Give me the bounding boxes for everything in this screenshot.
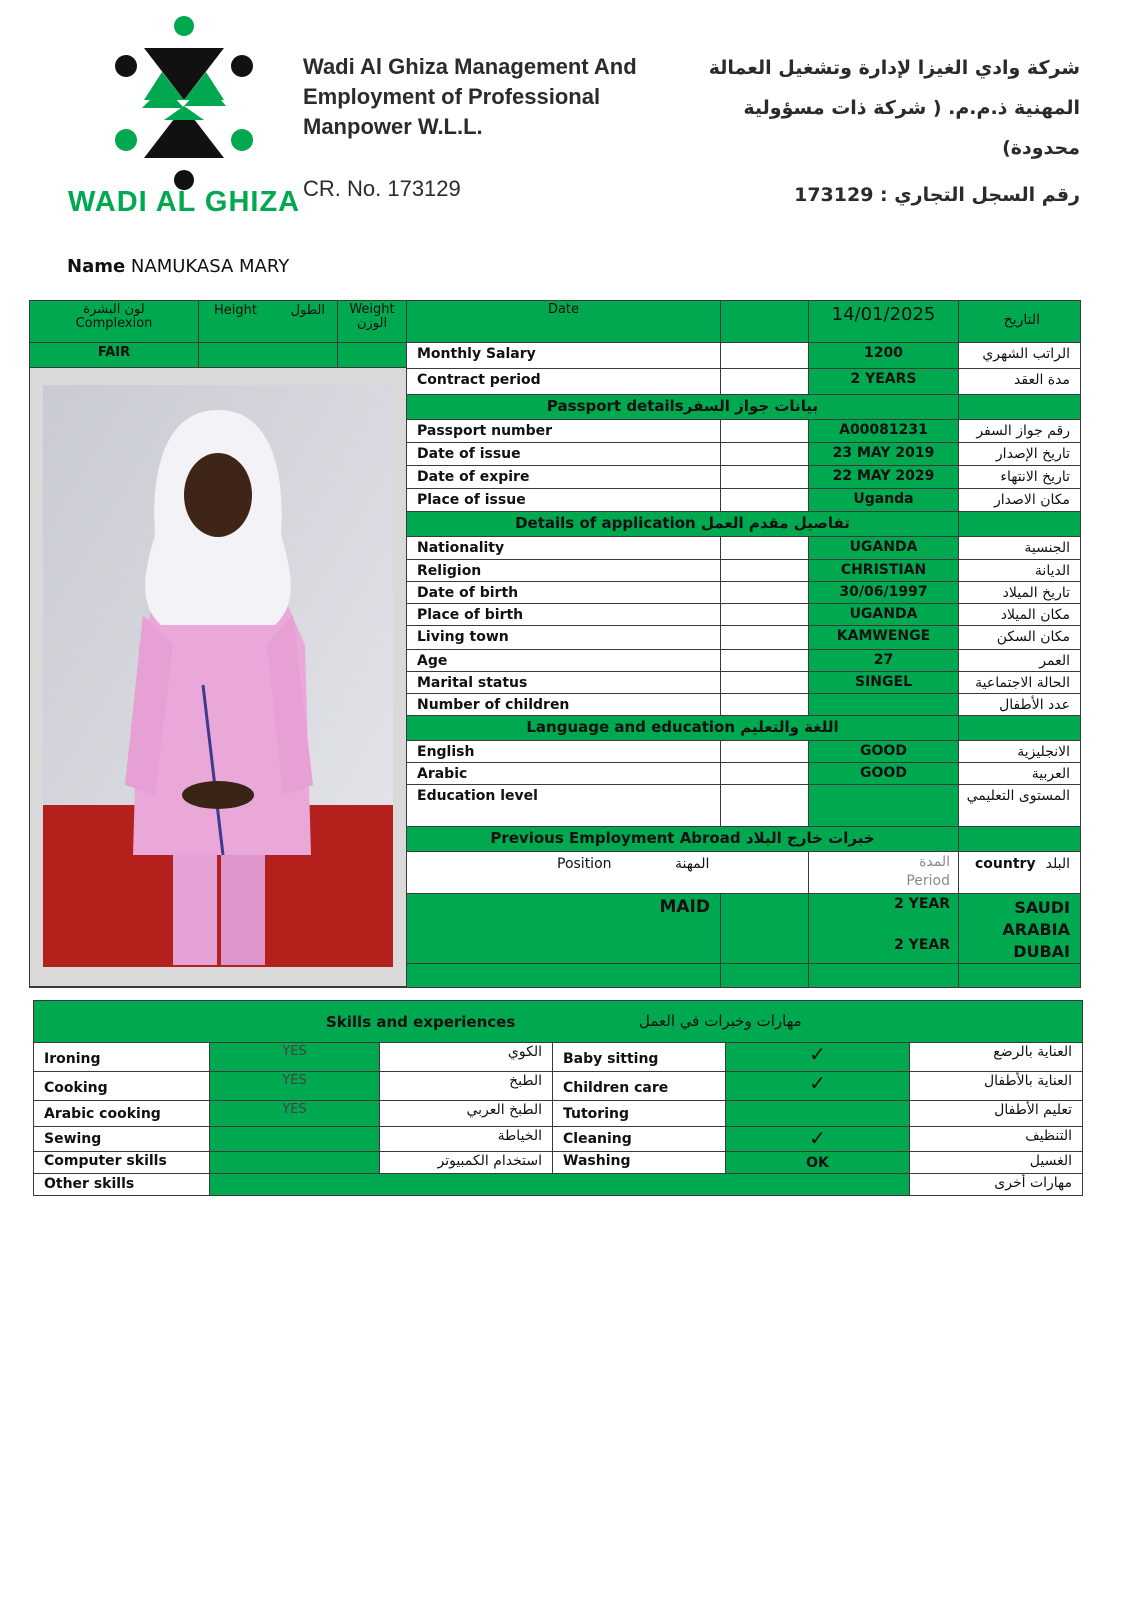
skill-row-2-label-ar-2: تعليم الأطفال <box>910 1101 1082 1127</box>
application-row-7-value <box>809 694 959 716</box>
language-header-blank <box>959 716 1080 741</box>
language-row-2-blank <box>721 785 809 827</box>
application-row-6-label: Marital status <box>407 672 721 694</box>
other-skills-value <box>210 1174 910 1195</box>
passport-row-1-label-ar: تاريخ الإصدار <box>959 443 1080 466</box>
employment-empty-0 <box>407 964 721 987</box>
passport-row-3-value: Uganda <box>809 489 959 512</box>
height-value <box>199 343 338 368</box>
application-row-6-label-ar: الحالة الاجتماعية <box>959 672 1080 694</box>
employment-empty-1 <box>721 964 809 987</box>
skill-row-2-label-ar: الطبخ العربي <box>380 1101 553 1127</box>
skills-header-en: Skills and experiences <box>326 1013 516 1031</box>
application-row-3-label: Place of birth <box>407 604 721 626</box>
contract-row-1-value: 2 YEARS <box>809 369 959 395</box>
language-row-0-blank <box>721 741 809 763</box>
application-row-5-label-ar: العمر <box>959 650 1080 672</box>
logo-text: WADI AL GHIZA <box>68 186 301 218</box>
other-skills-label: Other skills <box>34 1174 210 1195</box>
photo-panel <box>30 368 407 987</box>
contract-row-0-label-ar: الراتب الشهري <box>959 343 1080 369</box>
application-row-7-label-ar: عدد الأطفال <box>959 694 1080 716</box>
company-name-ar <box>700 48 1080 168</box>
application-row-4-value: KAMWENGE <box>809 626 959 650</box>
passport-row-1-blank <box>721 443 809 466</box>
application-row-3-value: UGANDA <box>809 604 959 626</box>
country-ar: البلد <box>1045 856 1070 872</box>
skill-row-4-label-ar-2: الغسيل <box>910 1152 1082 1174</box>
employment-empty-3 <box>959 964 1080 987</box>
application-row-5-value: 27 <box>809 650 959 672</box>
employment-position: MAID <box>407 894 721 964</box>
language-row-1-label-ar: العربية <box>959 763 1080 785</box>
skill-row-4-label-2: Washing <box>553 1152 726 1174</box>
application-row-1-value: CHRISTIAN <box>809 560 959 582</box>
language-row-1-blank <box>721 763 809 785</box>
period-en: Period <box>906 873 950 890</box>
application-row-3-label-ar: مكان الميلاد <box>959 604 1080 626</box>
complexion-header <box>30 301 199 343</box>
application-row-4-label-ar: مكان السكن <box>959 626 1080 650</box>
company-name-line-2: Employment of Professional <box>303 84 601 109</box>
other-skills-label-ar: مهارات أخرى <box>994 1175 1072 1191</box>
period-1: 2 YEAR <box>894 896 950 912</box>
passport-header-blank <box>959 395 1080 420</box>
employment-countries <box>959 894 1080 964</box>
application-row-1-label: Religion <box>407 560 721 582</box>
skills-header <box>34 1001 1082 1043</box>
period-2: 2 YEAR <box>894 937 950 954</box>
skill-row-4-value <box>210 1152 380 1174</box>
weight-en: Weight <box>349 302 395 317</box>
period-ar: المدة <box>919 854 950 870</box>
date-label-ar <box>959 301 1080 343</box>
employment-empty-2 <box>809 964 959 987</box>
employment-country-heading <box>959 852 1080 894</box>
skill-row-0-label: Ironing <box>34 1043 210 1072</box>
country-en: country <box>975 856 1036 872</box>
skill-row-1-label: Cooking <box>34 1072 210 1101</box>
date-label-ar-text: التاريخ <box>1003 312 1040 328</box>
contract-row-0-label: Monthly Salary <box>407 343 721 369</box>
passport-row-3-blank <box>721 489 809 512</box>
skill-row-0-label-ar: الكوي <box>380 1043 553 1072</box>
weight-value <box>338 343 407 368</box>
complexion-value-text: FAIR <box>97 345 131 360</box>
skill-row-4-label-ar: استخدام الكمبيوتر <box>380 1152 553 1174</box>
skill-row-1-label-2: Children care <box>553 1072 726 1101</box>
skill-row-0-label-ar-2: العناية بالرضع <box>910 1043 1082 1072</box>
skill-row-3-value-2: ✓ <box>726 1127 910 1152</box>
skill-row-2-value-2 <box>726 1101 910 1127</box>
application-row-4-blank <box>721 626 809 650</box>
application-row-3-blank <box>721 604 809 626</box>
passport-row-2-label: Date of expire <box>407 466 721 489</box>
applicant-name <box>67 256 289 277</box>
position-ar: المهنة <box>675 856 710 872</box>
language-row-0-value: GOOD <box>809 741 959 763</box>
passport-row-0-label-ar: رقم جواز السفر <box>959 420 1080 443</box>
application-row-7-label: Number of children <box>407 694 721 716</box>
application-row-0-value: UGANDA <box>809 537 959 560</box>
application-row-2-label-ar: تاريخ الميلاد <box>959 582 1080 604</box>
skill-row-2-label-2: Tutoring <box>553 1101 726 1127</box>
company-name-line-3: Manpower W.L.L. <box>303 114 483 139</box>
employment-period-heading <box>809 852 959 894</box>
language-row-1-label: Arabic <box>407 763 721 785</box>
passport-row-0-value: A00081231 <box>809 420 959 443</box>
height-header <box>199 301 338 343</box>
contract-row-1-label: Contract period <box>407 369 721 395</box>
skill-row-2-label: Arabic cooking <box>34 1101 210 1127</box>
application-row-6-value: SINGEL <box>809 672 959 694</box>
company-name-ar-line-2: المهنية ذ.م.م. ( شركة ذات مسؤولية <box>743 97 1080 119</box>
passport-row-3-label-ar: مكان الاصدار <box>959 489 1080 512</box>
application-header: Details of application تفاصيل مقدم العمل <box>407 512 959 537</box>
skill-row-4-label: Computer skills <box>34 1152 210 1174</box>
complexion-value <box>30 343 199 368</box>
application-row-0-blank <box>721 537 809 560</box>
name-value: NAMUKASA MARY <box>130 256 290 277</box>
application-row-5-blank <box>721 650 809 672</box>
application-row-0-label-ar: الجنسية <box>959 537 1080 560</box>
height-en: Height <box>214 303 257 318</box>
application-row-1-blank <box>721 560 809 582</box>
language-header: Language and education اللغة والتعليم <box>407 716 959 741</box>
skill-row-1-label-ar-2: العناية بالأطفال <box>910 1072 1082 1101</box>
skill-row-3-label-2: Cleaning <box>553 1127 726 1152</box>
language-row-2-value <box>809 785 959 827</box>
skill-row-4-value-2: OK <box>726 1152 910 1174</box>
date-value <box>809 301 959 343</box>
employment-header: Previous Employment Abroad خبرات خارج البلاد <box>407 827 959 852</box>
contract-row-0-value: 1200 <box>809 343 959 369</box>
skill-row-0-value-2: ✓ <box>726 1043 910 1072</box>
passport-row-1-value: 23 MAY 2019 <box>809 443 959 466</box>
skill-row-3-label: Sewing <box>34 1127 210 1152</box>
passport-header: Passport detailsبيانات جواز السفر <box>407 395 959 420</box>
application-row-2-label: Date of birth <box>407 582 721 604</box>
cv-table <box>29 300 1081 988</box>
skill-row-3-label-ar-2: التنظيف <box>910 1127 1082 1152</box>
skill-row-2-value: YES <box>210 1101 380 1127</box>
employment-blank <box>721 894 809 964</box>
language-row-1-value: GOOD <box>809 763 959 785</box>
company-logo <box>60 8 300 233</box>
weight-header <box>338 301 407 343</box>
employment-header-blank <box>959 827 1080 852</box>
skill-row-3-label-ar: الخياطة <box>380 1127 553 1152</box>
passport-row-0-blank <box>721 420 809 443</box>
company-name-line-1: Wadi Al Ghiza Management And <box>303 54 637 79</box>
skills-table <box>33 1000 1083 1196</box>
position-en: Position <box>557 856 612 872</box>
application-row-6-blank <box>721 672 809 694</box>
date-blank <box>721 301 809 343</box>
company-name-ar-line-3: محدودة) <box>1002 137 1080 159</box>
application-row-2-blank <box>721 582 809 604</box>
skills-header-ar: مهارات وخبرات في العمل <box>639 1012 802 1030</box>
company-name-en <box>303 52 703 142</box>
skill-row-3-value <box>210 1127 380 1152</box>
country-2: DUBAI <box>1013 942 1070 961</box>
complexion-en: Complexion <box>75 316 153 332</box>
application-row-1-label-ar: الديانة <box>959 560 1080 582</box>
contract-row-1-blank <box>721 369 809 395</box>
employment-position-heading <box>407 852 809 894</box>
language-row-0-label: English <box>407 741 721 763</box>
cr-number-ar: رقم السجل التجاري : 173129 <box>794 184 1080 206</box>
skill-row-0-label-2: Baby sitting <box>553 1043 726 1072</box>
date-label-text: Date <box>547 302 580 317</box>
passport-row-0-label: Passport number <box>407 420 721 443</box>
application-row-0-label: Nationality <box>407 537 721 560</box>
height-ar: الطول <box>290 303 325 318</box>
application-row-5-label: Age <box>407 650 721 672</box>
skill-row-0-value: YES <box>210 1043 380 1072</box>
country-1: SAUDI ARABIA <box>1002 898 1070 939</box>
application-row-4-label: Living town <box>407 626 721 650</box>
employment-periods <box>809 894 959 964</box>
passport-row-2-blank <box>721 466 809 489</box>
skill-row-1-value-2: ✓ <box>726 1072 910 1101</box>
cr-number-en: CR. No. 173129 <box>303 176 461 201</box>
language-row-0-label-ar: الانجليزية <box>959 741 1080 763</box>
company-name-ar-line-1: شركة وادي الغيزا لإدارة وتشغيل العمالة <box>708 57 1080 79</box>
date-value-text: 14/01/2025 <box>831 304 936 325</box>
contract-row-1-label-ar: مدة العقد <box>959 369 1080 395</box>
language-row-2-label: Education level <box>407 785 721 827</box>
skill-row-1-value: YES <box>210 1072 380 1101</box>
language-row-2-label-ar: المستوى التعليمي <box>959 785 1080 827</box>
passport-row-2-label-ar: تاريخ الانتهاء <box>959 466 1080 489</box>
complexion-ar: لون البشرة <box>83 302 145 317</box>
weight-ar: الوزن <box>356 316 388 332</box>
passport-row-1-label: Date of issue <box>407 443 721 466</box>
skill-row-1-label-ar: الطبخ <box>380 1072 553 1101</box>
name-label: Name <box>67 256 126 277</box>
date-label <box>407 301 721 343</box>
passport-row-2-value: 22 MAY 2029 <box>809 466 959 489</box>
applicant-photo <box>43 385 393 967</box>
application-header-blank <box>959 512 1080 537</box>
contract-row-0-blank <box>721 343 809 369</box>
application-row-2-value: 30/06/1997 <box>809 582 959 604</box>
application-row-7-blank <box>721 694 809 716</box>
passport-row-3-label: Place of issue <box>407 489 721 512</box>
